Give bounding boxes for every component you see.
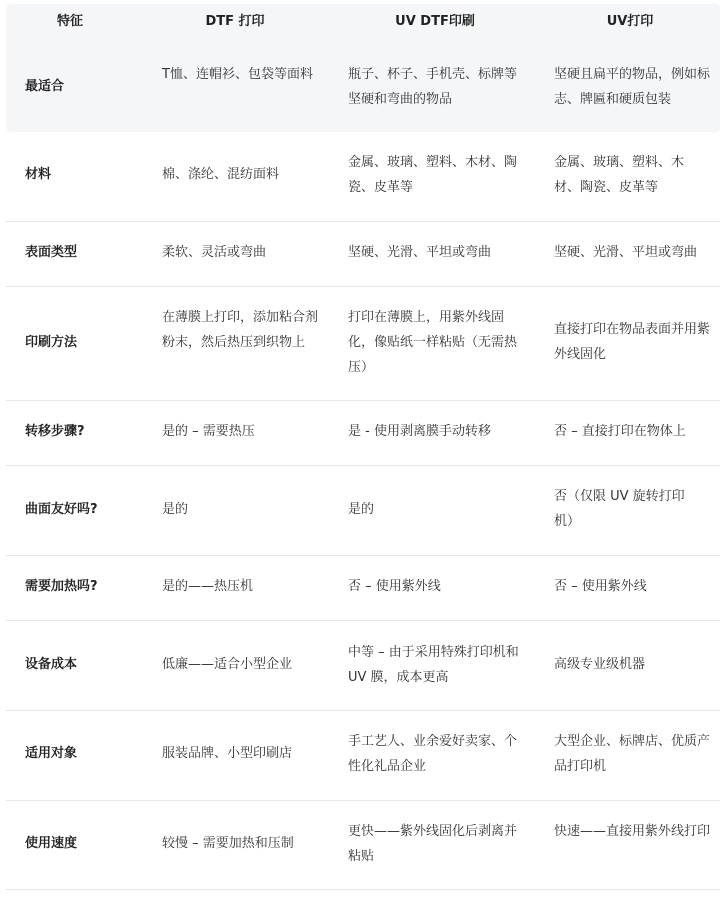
cell-dtf: T恤、连帽衫、包袋等面料 [162, 67, 313, 82]
cell-dtf: 是的 – 需要热压 [162, 424, 255, 439]
table-row [6, 466, 720, 556]
table-row [6, 401, 720, 466]
row-label: 适用对象 [25, 746, 78, 761]
row-label: 使用速度 [25, 836, 78, 851]
table-row [6, 222, 720, 287]
cell-uv: 大型企业、标牌店、优质产品打印机 [554, 734, 711, 774]
cell-uv: 快速——直接用紫外线打印 [554, 824, 711, 839]
cell-uv: 坚硬、光滑、平坦或弯曲 [554, 245, 698, 260]
cell-uv: 直接打印在物品表面并用紫外线固化 [554, 322, 711, 362]
cell-dtf: 较慢 – 需要加热和压制 [162, 836, 294, 851]
cell-uv: 高级专业级机器 [554, 657, 646, 672]
cell-uvdtf: 否 – 使用紫外线 [348, 579, 441, 594]
table-row [6, 711, 720, 801]
cell-uv: 否（仅限 UV 旋转打印机） [554, 489, 685, 529]
cell-uvdtf: 坚硬、光滑、平坦或弯曲 [348, 245, 492, 260]
row-label: 表面类型 [25, 245, 78, 260]
cell-uvdtf: 更快——紫外线固化后剥离并粘贴 [348, 824, 518, 864]
cell-dtf: 柔软、灵活或弯曲 [162, 245, 267, 260]
table-row [6, 287, 720, 401]
cell-uvdtf: 打印在薄膜上，用紫外线固化，像贴纸一样粘贴（无需热压） [348, 310, 518, 375]
cell-uvdtf: 金属、玻璃、塑料、木材、陶瓷、皮革等 [348, 155, 518, 195]
cell-uvdtf: 是的 [348, 502, 375, 517]
table-row [6, 132, 720, 222]
cell-uv: 否 – 直接打印在物体上 [554, 424, 686, 439]
header-uvdtf: UV DTF印刷 [395, 14, 475, 29]
cell-uvdtf: 手工艺人、业余爱好卖家、个性化礼品企业 [348, 734, 518, 774]
table-row [6, 556, 720, 621]
row-label: 最适合 [25, 79, 65, 94]
cell-uvdtf: 中等 – 由于采用特殊打印机和 UV 膜，成本更高 [348, 645, 519, 685]
cell-dtf: 在薄膜上打印，添加粘合剂粉末，然后热压到织物上 [162, 310, 319, 350]
cell-dtf: 低廉——适合小型企业 [162, 657, 293, 672]
cell-uv: 坚硬且扁平的物品，例如标志、牌匾和硬质包装 [554, 67, 711, 107]
row-label: 曲面友好吗? [25, 502, 98, 517]
cell-uvdtf: 是 - 使用剥离膜手动转移 [348, 424, 491, 439]
cell-dtf: 服装品牌、小型印刷店 [162, 746, 293, 761]
cell-uvdtf: 瓶子、杯子、手机壳、标牌等坚硬和弯曲的物品 [348, 67, 518, 107]
header-feature: 特征 [56, 14, 83, 29]
row-label: 材料 [25, 167, 52, 182]
row-label: 需要加热吗? [25, 579, 98, 594]
header-uv: UV打印 [606, 14, 654, 29]
row-label: 印刷方法 [25, 335, 78, 350]
row-label: 设备成本 [25, 657, 78, 672]
cell-uv: 金属、玻璃、塑料、木材、陶瓷、皮革等 [554, 155, 685, 195]
header-dtf: DTF 打印 [205, 14, 265, 29]
cell-dtf: 是的 [162, 502, 189, 517]
table-row [6, 40, 720, 132]
table-row [6, 621, 720, 711]
cell-uv: 否 – 使用紫外线 [554, 579, 647, 594]
cell-dtf: 是的——热压机 [162, 579, 254, 594]
table-row [6, 801, 720, 890]
row-label: 转移步骤? [25, 424, 85, 439]
cell-dtf: 棉、涤纶、混纺面料 [162, 167, 280, 182]
